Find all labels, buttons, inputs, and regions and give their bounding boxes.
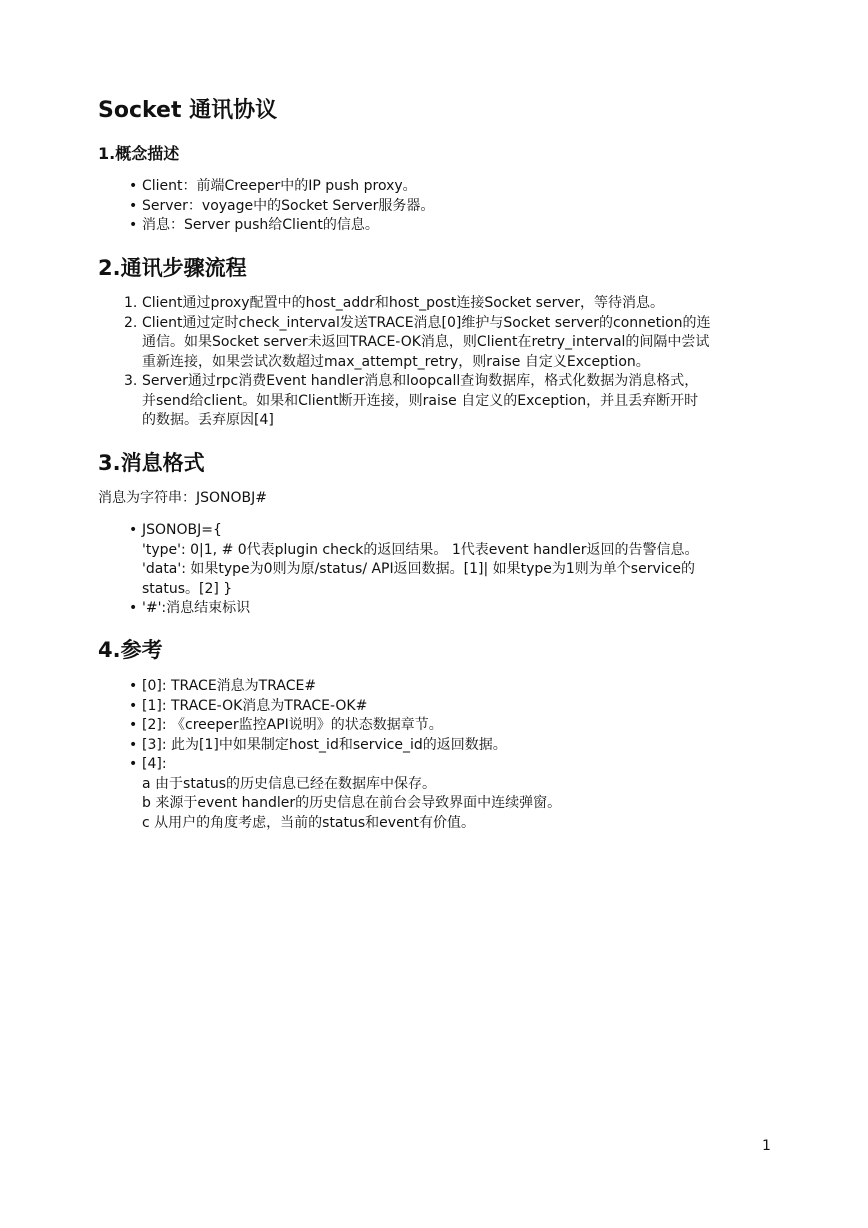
page-number: 1 xyxy=(762,1138,771,1154)
concepts-list xyxy=(98,177,434,236)
section-heading-flow: 2.通讯步骤流程 xyxy=(98,256,247,280)
list-item: • [2]: 《creeper监控API说明》的状态数据章节。 xyxy=(98,716,561,736)
list-item: • [3]: 此为[1]中如果制定host_id和service_id的返回数据。 xyxy=(98,736,561,756)
list-item: 1. Client通过proxy配置中的host_addr和host_post连接Socket server，等待消息。 xyxy=(124,295,664,311)
list-item: • [4]: a 由于status的历史信息已经在数据库中保存。 b 来源于event handler的历史信息在前台会导致界面中连续弹窗。 c 从用户的角度考虑，当前的status和event有价值。 xyxy=(98,755,561,833)
list-item: • [0]: TRACE消息为TRACE# xyxy=(98,677,561,697)
document-page xyxy=(98,0,778,1228)
list-item: • 消息：Server push给Client的信息。 xyxy=(98,216,434,236)
list-item: • [1]: TRACE-OK消息为TRACE-OK# xyxy=(98,697,561,717)
section-heading-message-format: 3.消息格式 xyxy=(98,451,205,475)
list-item: • '#':消息结束标识 xyxy=(98,599,699,619)
section-heading-references: 4.参考 xyxy=(98,638,163,662)
list-item: • JSONOBJ={ 'type': 0|1, # 0代表plugin check的返回结果。 1代表event handler返回的告警信息。 'data': 如果type为0则为原/status/ API返回数据。[1]| 如果type为1则为单个service的 status。[2] } xyxy=(98,521,699,599)
list-item: 2. Client通过定时check_interval发送TRACE消息[0]维护与Socket server的connetion的连 通信。如果Socket server未返回TRACE-OK消息，则Client在retry_interval的间隔中尝试 重新连接，如果尝试次数超过max_attempt_retry，则raise 自定义Exception。 xyxy=(124,314,711,370)
section-heading-concepts: 1.概念描述 xyxy=(98,144,180,163)
references-list xyxy=(98,677,561,833)
message-format-list xyxy=(98,521,699,619)
list-item: • Server：voyage中的Socket Server服务器。 xyxy=(98,197,434,217)
flow-steps-list xyxy=(98,294,710,431)
document-title: Socket 通讯协议 xyxy=(98,98,278,123)
list-item: 3. Server通过rpc消费Event handler消息和loopcall查询数据库，格式化数据为消息格式， 并send给client。如果和Client断开连接，则raise 自定义的Exception，并且丢弃断开时 的数据。丢弃原因[4] xyxy=(124,373,699,428)
message-format-intro: 消息为字符串：JSONOBJ# xyxy=(98,490,267,506)
list-item: • Client：前端Creeper中的IP push proxy。 xyxy=(98,177,434,197)
